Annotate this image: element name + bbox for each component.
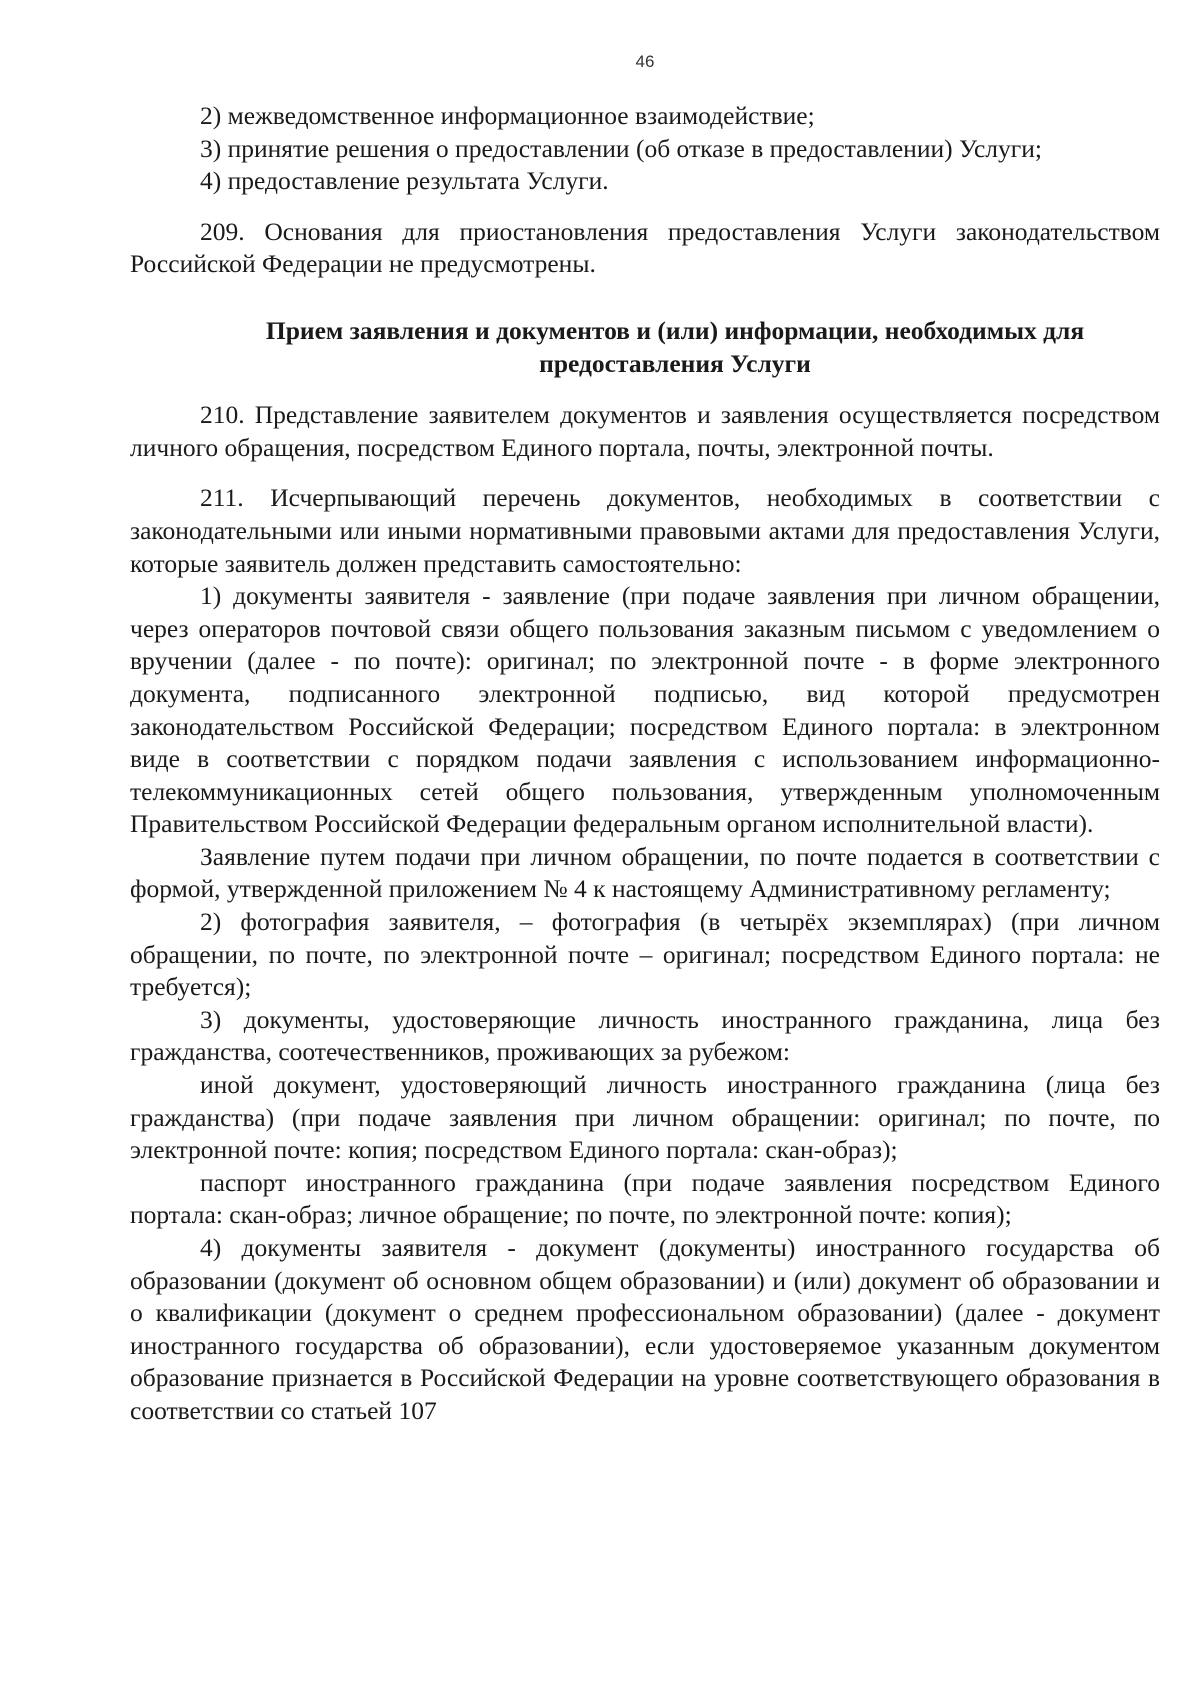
paragraph-211: 211. Исчерпывающий перечень документов, необходимых в соответствии с законодательными или иными нормативными правовыми актами для предоставления Услуги, которые заявитель должен представить самостоятельно: bbox=[130, 483, 1160, 578]
document-body bbox=[130, 100, 1160, 1428]
paragraph-item-1-note: Заявление путем подачи при личном обращении, по почте подается в соответствии с формой, утвержденной приложением № 4 к настоящему Административному регламенту; bbox=[130, 841, 1160, 904]
paragraph-list-item-3: 3) принятие решения о предоставлении (об отказе в предоставлении) Услуги; bbox=[200, 133, 1042, 163]
paragraph-210: 210. Представление заявителем документов и заявления осуществляется посредством личного обращения, посредством Единого портала, почты, электронной почты. bbox=[130, 400, 1160, 462]
paragraph-item-4: 4) документы заявителя - документ (документы) иностранного государства об образовании (документ об основном общем образовании) и (или) документ об образовании и о квалификации (документ о среднем профессиональном образовании) (далее - документ иностранного государства об образовании), если удостоверяемое указанным документом образование признается в Российской Федерации на уровне соответствующего образования в соответствии со статьей 107 bbox=[130, 1233, 1160, 1425]
paragraph-item-2: 2) фотография заявителя, – фотография (в четырёх экземплярах) (при личном обращении, по почте, по электронной почте – оригинал; посредством Единого портала: не требуется); bbox=[130, 907, 1160, 1002]
section-heading: Прием заявления и документов и (или) информации, необходимых для предоставления Услуги bbox=[265, 315, 1085, 378]
paragraph-list-item-2: 2) межведомственное информационное взаимодействие; bbox=[200, 101, 815, 130]
paragraph-item-3-passport: паспорт иностранного гражданина (при подаче заявления посредством Единого портала: скан-образ; личное обращение; по почте, по электронной почте: копия); bbox=[130, 1167, 1160, 1230]
page-number: 46 bbox=[635, 52, 655, 71]
paragraph-item-1: 1) документы заявителя - заявление (при подаче заявления при личном обращении, через операторов почтовой связи общего пользования заказным письмом с уведомлением о вручении (далее - по почте): оригинал; по электронной почте - в форме электронного документа, подписанного электронной подписью, вид которой предусмотрен законодательством Российской Федерации; посредством Единого портала: в электронном виде в соответствии с порядком подачи заявления с использованием информационно-телекоммуникационных сетей общего пользования, утвержденным уполномоченным Правительством Российской Федерации федеральным органом исполнительной власти). bbox=[130, 581, 1160, 839]
paragraph-item-3-other-id: иной документ, удостоверяющий личность иностранного гражданина (лица без гражданства) (при подаче заявления при личном обращении: оригинал; по почте, по электронной почте: копия; посредством Единого портала: скан-образ); bbox=[130, 1070, 1160, 1165]
paragraph-item-3: 3) документы, удостоверяющие личность иностранного гражданина, лица без гражданства, соотечественников, проживающих за рубежом: bbox=[130, 1004, 1160, 1067]
paragraph-list-item-4: 4) предоставление результата Услуги. bbox=[200, 166, 609, 196]
paragraph-209: 209. Основания для приостановления предоставления Услуги законодательством Российской Федерации не предусмотрены. bbox=[130, 216, 1160, 279]
